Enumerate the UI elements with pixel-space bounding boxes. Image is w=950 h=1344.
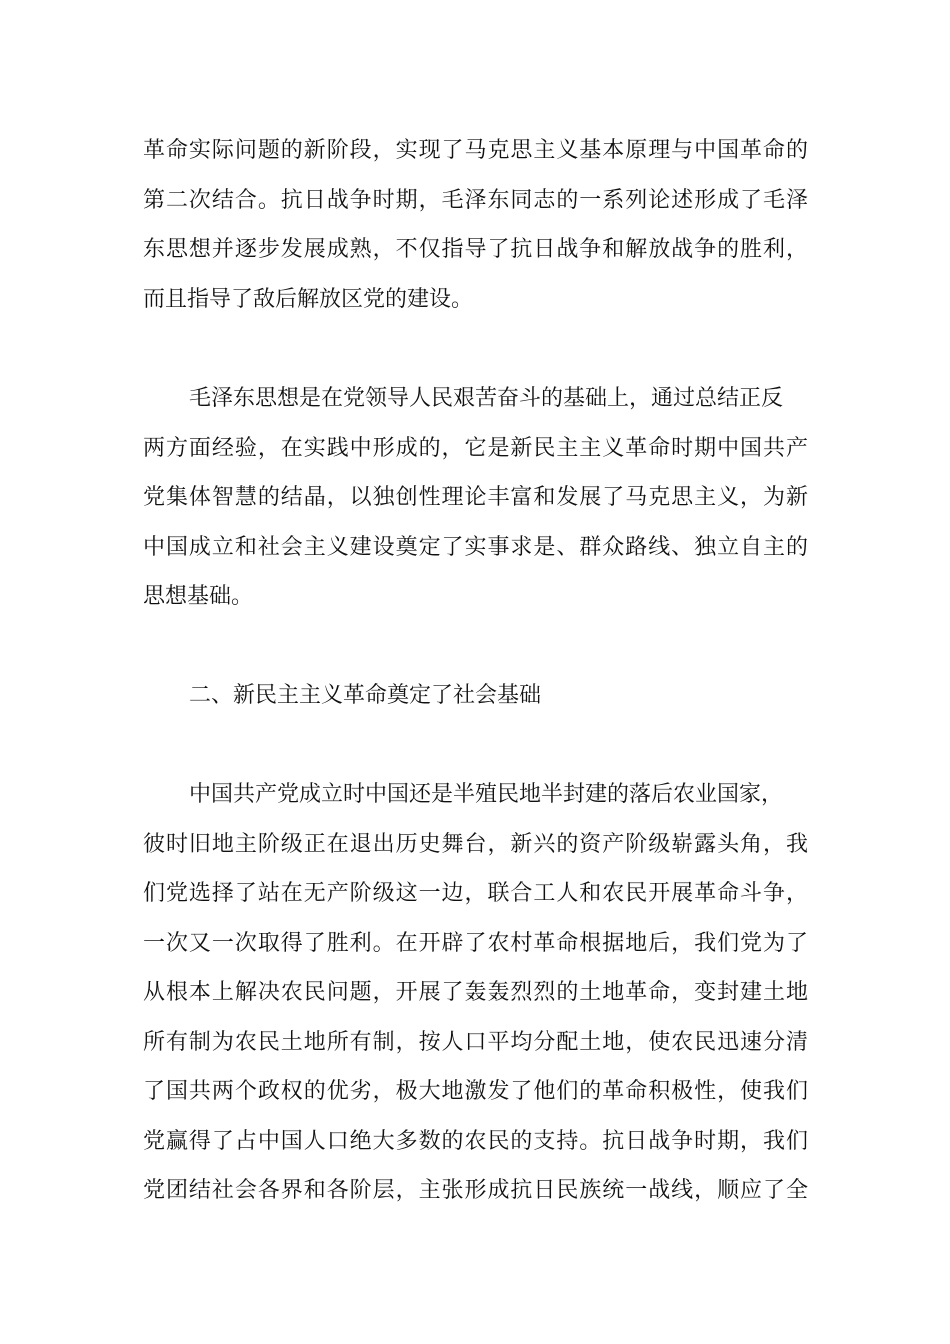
paragraph-line: 两方面经验，在实践中形成的，它是新民主主义革命时期中国共产 — [143, 435, 808, 461]
paragraph-line: 东思想并逐步发展成熟，不仅指导了抗日战争和解放战争的胜利， — [143, 237, 808, 262]
paragraph-line: 们党选择了站在无产阶级这一边，联合工人和农民开展革命斗争， — [143, 881, 808, 906]
paragraph-3 — [143, 770, 808, 1216]
paragraph-line: 而且指导了敌后解放区党的建设。 — [143, 286, 474, 312]
paragraph-line: 从根本上解决农民问题，开展了轰轰烈烈的土地革命，变封建土地 — [143, 980, 808, 1005]
paragraph-line: 思想基础。 — [143, 584, 254, 609]
paragraph-line: 中国共产党成立时中国还是半殖民地半封建的落后农业国家， — [189, 782, 784, 807]
paragraph-line: 毛泽东思想是在党领导人民艰苦奋斗的基础上，通过总结正反 — [189, 386, 784, 411]
paragraph-2 — [143, 374, 808, 622]
paragraph-line: 所有制为农民土地所有制，按人口平均分配土地，使农民迅速分清 — [143, 1029, 808, 1055]
paragraph-line: 党集体智慧的结晶，以独创性理论丰富和发展了马克思主义，为新 — [143, 485, 808, 510]
paragraph-line: 彼时旧地主阶级正在退出历史舞台，新兴的资产阶级崭露头角，我 — [143, 831, 808, 857]
section-heading-text: 二、新民主主义革命奠定了社会基础 — [189, 683, 542, 708]
paragraph-line: 革命实际问题的新阶段，实现了马克思主义基本原理与中国革命的 — [143, 138, 808, 163]
paragraph-line: 中国成立和社会主义建设奠定了实事求是、群众路线、独立自主的 — [143, 534, 808, 560]
paragraph-line: 第二次结合。抗日战争时期，毛泽东同志的一系列论述形成了毛泽 — [143, 187, 808, 213]
paragraph-line: 党团结社会各界和各阶层，主张形成抗日民族统一战线，顺应了全 — [143, 1178, 808, 1203]
paragraph-1 — [143, 126, 808, 324]
paragraph-line: 党赢得了占中国人口绝大多数的农民的支持。抗日战争时期，我们 — [143, 1128, 808, 1154]
paragraph-line: 了国共两个政权的优劣，极大地激发了他们的革命积极性，使我们 — [143, 1079, 808, 1104]
paragraph-line: 一次又一次取得了胜利。在开辟了农村革命根据地后，我们党为了 — [143, 930, 808, 956]
section-heading — [143, 671, 808, 721]
